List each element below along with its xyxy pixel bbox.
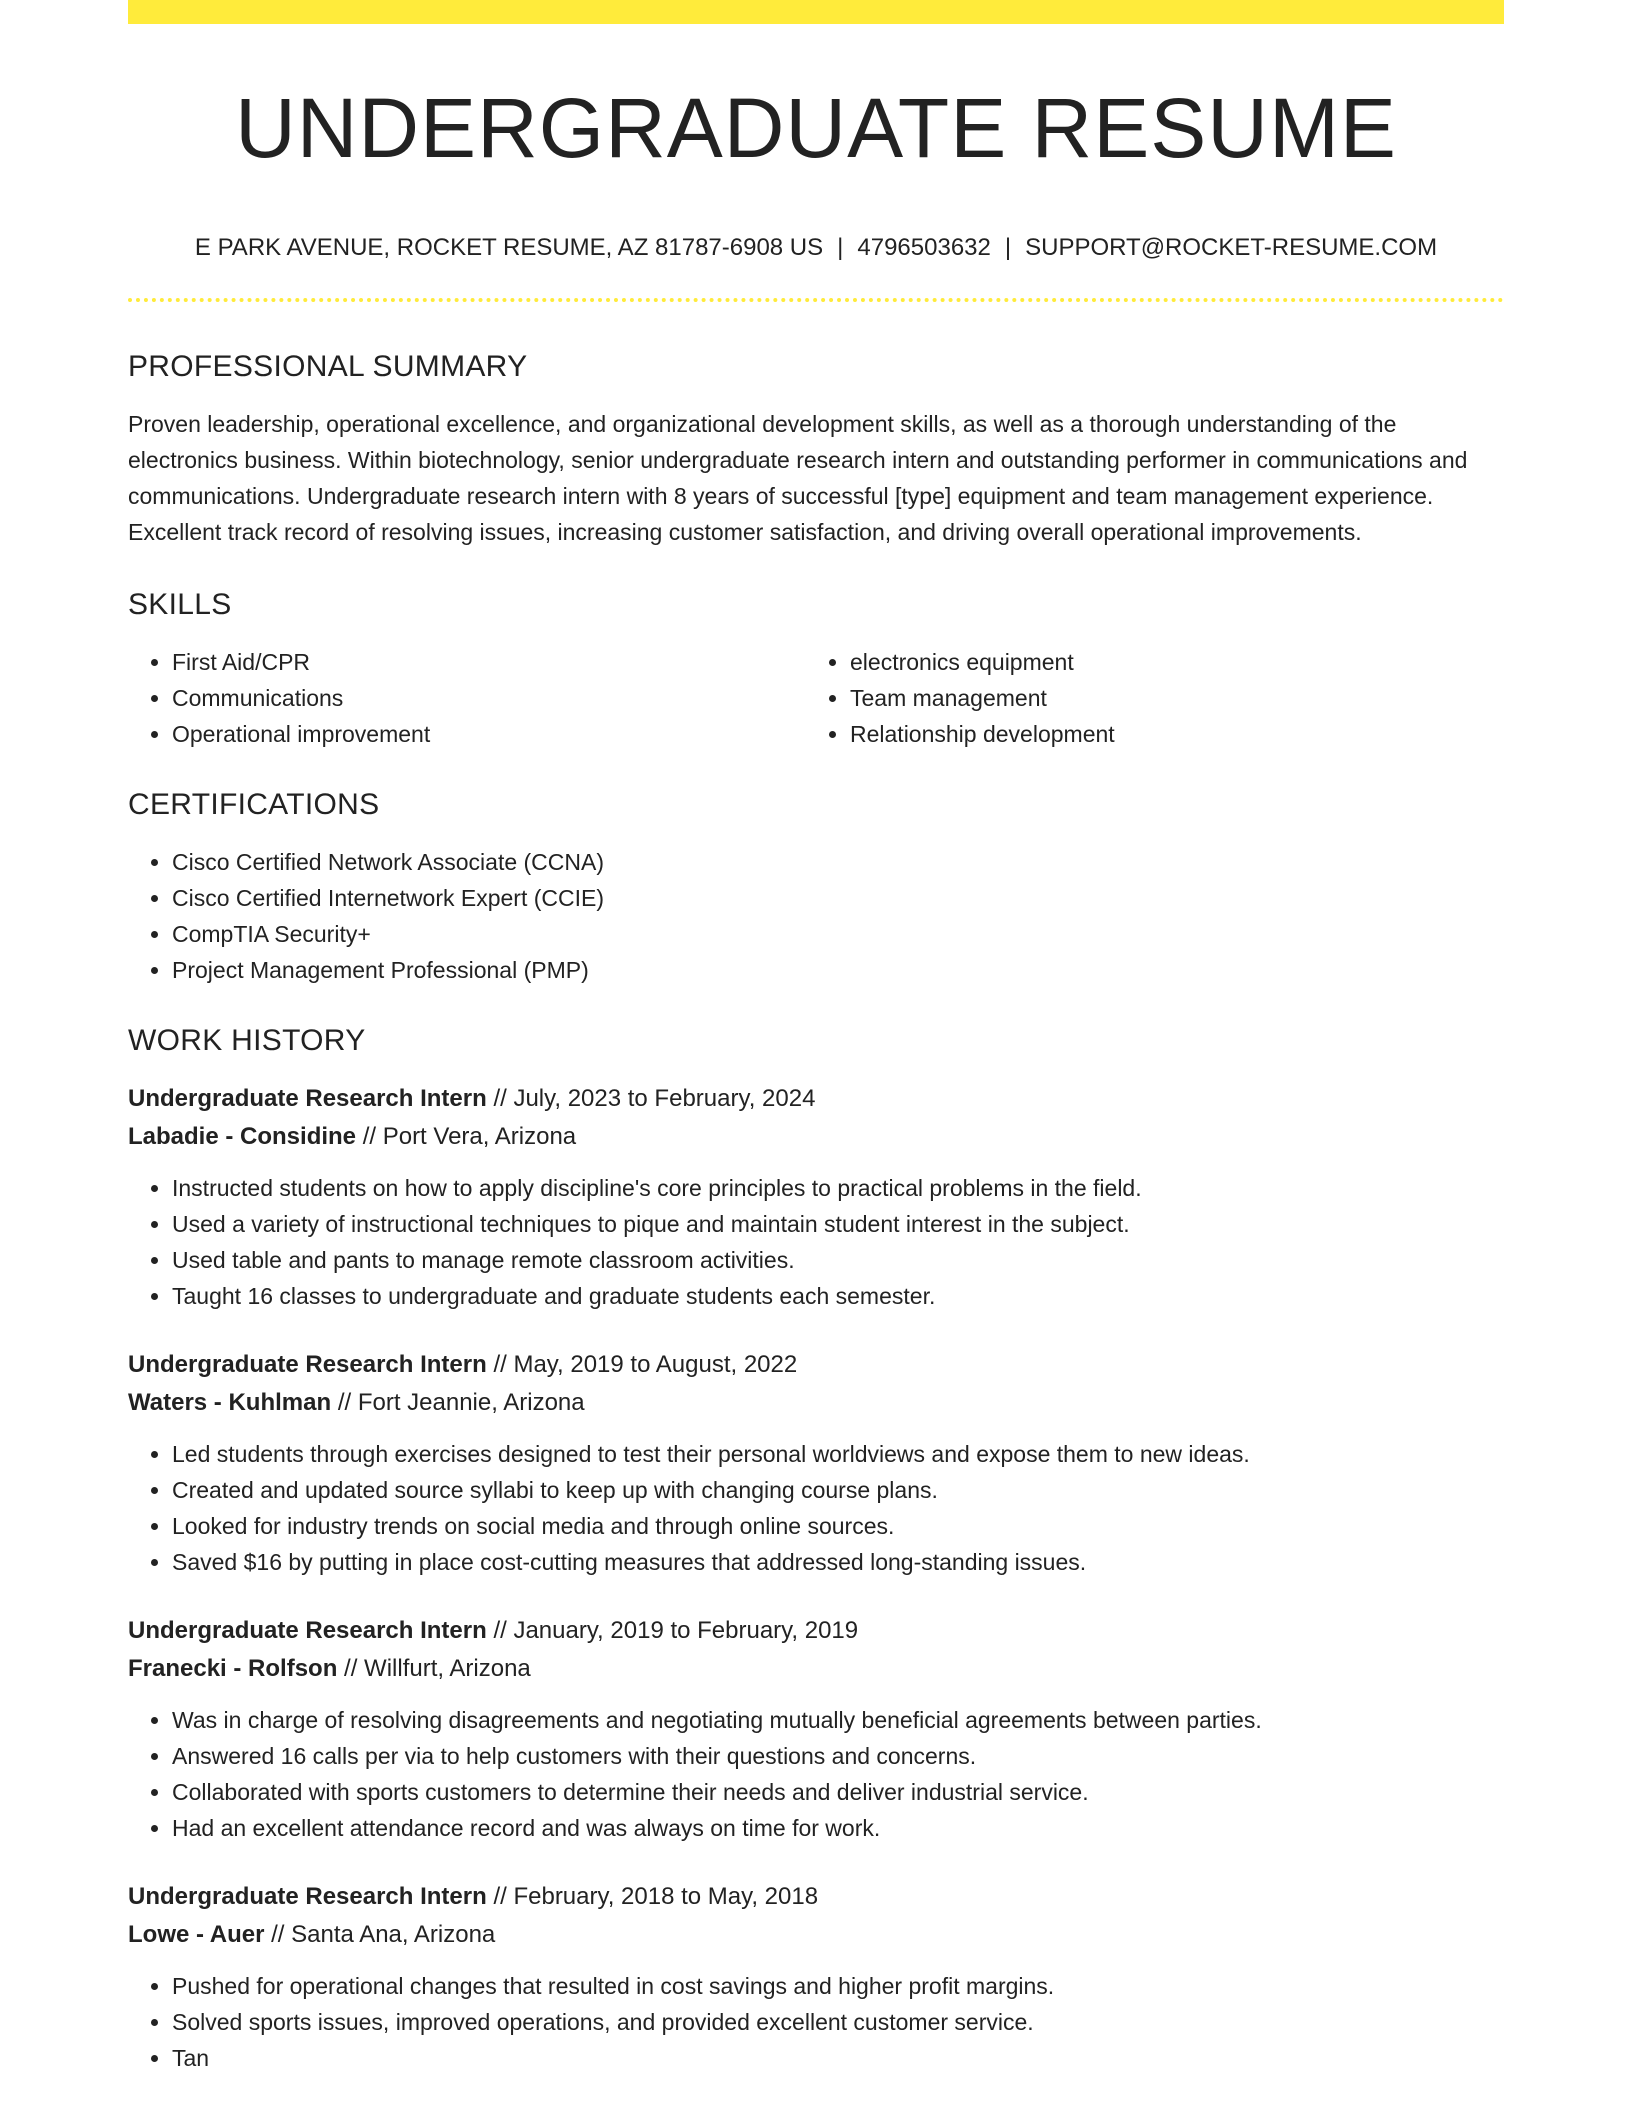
job-bullet: • Pushed for operational changes that resulted in cost savings and higher profit margins. bbox=[172, 1968, 1504, 2004]
skill-item: • Team management bbox=[850, 680, 1484, 716]
job-company-line bbox=[128, 1118, 1504, 1156]
job-title-line bbox=[128, 1612, 1504, 1650]
contact-separator: | bbox=[837, 234, 844, 261]
contact-email: SUPPORT@ROCKET-RESUME.COM bbox=[1025, 234, 1438, 261]
skill-item: • electronics equipment bbox=[850, 644, 1484, 680]
job-dates: // January, 2019 to February, 2019 bbox=[493, 1617, 859, 1644]
job-company: Lowe - Auer bbox=[128, 1921, 265, 1948]
job-entry bbox=[128, 1612, 1504, 1846]
resume-title: UNDERGRADUATE RESUME bbox=[235, 81, 1397, 175]
job-entry bbox=[128, 1878, 1504, 2076]
certifications-section bbox=[128, 790, 1504, 988]
skills-heading: SKILLS bbox=[128, 588, 232, 621]
job-location: // Fort Jeannie, Arizona bbox=[337, 1389, 585, 1416]
job-company-line bbox=[128, 1916, 1504, 1954]
job-bullet: • Looked for industry trends on social media and through online sources. bbox=[172, 1508, 1504, 1544]
job-bullet: • Solved sports issues, improved operations, and provided excellent customer service. bbox=[172, 2004, 1504, 2040]
job-title-line bbox=[128, 1346, 1504, 1384]
resume-page bbox=[128, 0, 1504, 2076]
job-entry bbox=[128, 1346, 1504, 1580]
job-location: // Port Vera, Arizona bbox=[362, 1123, 577, 1150]
skill-item: • Relationship development bbox=[850, 716, 1484, 752]
certification-item: • Cisco Certified Network Associate (CCNA) bbox=[172, 844, 1504, 880]
job-title: Undergraduate Research Intern bbox=[128, 1617, 487, 1644]
job-bullet: • Created and updated source syllabi to keep up with changing course plans. bbox=[172, 1472, 1504, 1508]
contact-address: E PARK AVENUE, ROCKET RESUME, AZ 81787-6908 US bbox=[194, 234, 824, 261]
contact-phone: 4796503632 bbox=[857, 234, 991, 261]
skills-column-right bbox=[806, 644, 1484, 752]
work-history-heading: WORK HISTORY bbox=[128, 1024, 366, 1057]
job-title: Undergraduate Research Intern bbox=[128, 1351, 487, 1378]
job-title: Undergraduate Research Intern bbox=[128, 1085, 487, 1112]
contact-separator: | bbox=[1004, 234, 1012, 261]
job-company-line bbox=[128, 1650, 1504, 1688]
job-title: Undergraduate Research Intern bbox=[128, 1883, 487, 1910]
certification-item: • Cisco Certified Internetwork Expert (CCIE) bbox=[172, 880, 1504, 916]
job-bullet: • Collaborated with sports customers to determine their needs and deliver industrial service. bbox=[172, 1774, 1504, 1810]
skills-column-left bbox=[128, 644, 806, 752]
skills-grid bbox=[128, 644, 1504, 752]
job-bullet: • Saved $16 by putting in place cost-cutting measures that addressed long-standing issues. bbox=[172, 1544, 1504, 1580]
job-bullet: • Used table and pants to manage remote classroom activities. bbox=[172, 1242, 1504, 1278]
accent-top-bar bbox=[128, 0, 1504, 24]
dotted-divider bbox=[128, 298, 1504, 302]
job-bullet: • Tan bbox=[172, 2040, 1504, 2076]
job-bullet: • Taught 16 classes to undergraduate and graduate students each semester. bbox=[172, 1278, 1504, 1314]
job-bullet: • Instructed students on how to apply discipline's core principles to practical problems in the field. bbox=[172, 1170, 1504, 1206]
certification-item: • CompTIA Security+ bbox=[172, 916, 1504, 952]
certification-item: • Project Management Professional (PMP) bbox=[172, 952, 1504, 988]
skill-item: • Communications bbox=[172, 680, 806, 716]
job-company: Waters - Kuhlman bbox=[128, 1389, 332, 1416]
job-bullet: • Answered 16 calls per via to help customers with their questions and concerns. bbox=[172, 1738, 1504, 1774]
job-entry bbox=[128, 1080, 1504, 1314]
work-history-section bbox=[128, 1026, 1504, 2076]
certifications-heading: CERTIFICATIONS bbox=[128, 788, 380, 821]
job-dates: // May, 2019 to August, 2022 bbox=[493, 1351, 798, 1378]
summary-heading: PROFESSIONAL SUMMARY bbox=[128, 350, 528, 383]
job-title-line bbox=[128, 1878, 1504, 1916]
job-company: Franecki - Rolfson bbox=[128, 1655, 338, 1682]
skill-item: • First Aid/CPR bbox=[172, 644, 806, 680]
job-company-line bbox=[128, 1384, 1504, 1422]
job-dates: // February, 2018 to May, 2018 bbox=[493, 1883, 819, 1910]
job-title-line bbox=[128, 1080, 1504, 1118]
job-bullet: • Used a variety of instructional techniques to pique and maintain student interest in the subject. bbox=[172, 1206, 1504, 1242]
skill-item: • Operational improvement bbox=[172, 716, 806, 752]
job-bullet: • Was in charge of resolving disagreements and negotiating mutually beneficial agreements between parties. bbox=[172, 1702, 1504, 1738]
summary-text: Proven leadership, operational excellence, and organizational development skills, as well as a thorough understanding of the electronics business. Within biotechnology, senior undergraduate research intern and outstanding performer in communications and communications. Undergraduate research intern with 8 years of successful [type] equipment and team management experience. Excellent track record of resolving issues, increasing customer satisfaction, and driving overall operational improvements. bbox=[128, 411, 1468, 545]
skills-section bbox=[128, 590, 1504, 752]
job-location: // Santa Ana, Arizona bbox=[271, 1921, 496, 1948]
job-location: // Willfurt, Arizona bbox=[344, 1655, 531, 1682]
job-bullet: • Led students through exercises designed to test their personal worldviews and expose them to new ideas. bbox=[172, 1436, 1504, 1472]
job-dates: // July, 2023 to February, 2024 bbox=[493, 1085, 816, 1112]
job-bullet: • Had an excellent attendance record and was always on time for work. bbox=[172, 1810, 1504, 1846]
job-company: Labadie - Considine bbox=[128, 1123, 357, 1150]
summary-section bbox=[128, 352, 1504, 550]
contact-line bbox=[128, 236, 1504, 260]
